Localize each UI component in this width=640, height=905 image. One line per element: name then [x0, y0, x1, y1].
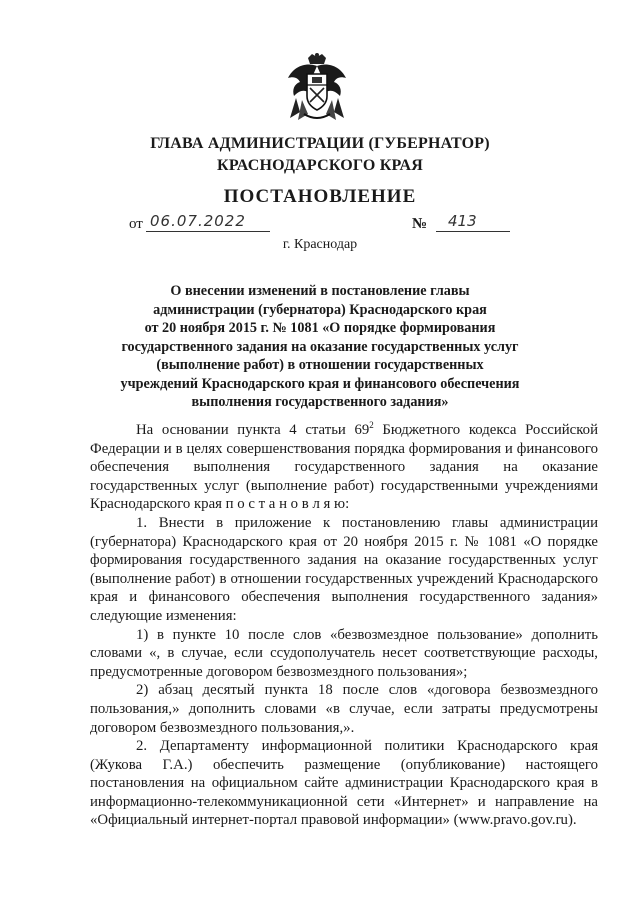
date-label: от — [129, 216, 143, 232]
document-meta-row — [0, 212, 640, 236]
body-paragraph-item-1: 1. Внести в приложение к постановлению главы администрации (губернатора) Краснодарского края от 20 ноября 2015 г. № 1081 «О порядке формирования государственного задания на оказание государственных услуг (выполнение работ) в отношении государственных учреждений Краснодарского края и финансового обеспечения выполнения государственного задания» следующие изменения: — [90, 514, 598, 624]
authority-title-line1: ГЛАВА АДМИНИСТРАЦИИ (ГУБЕРНАТОР) — [150, 135, 490, 152]
number-value: 413 — [448, 212, 477, 230]
body-paragraph-preamble — [90, 421, 598, 514]
number-underline — [436, 231, 510, 232]
authority-title-line2: КРАСНОДАРСКОГО КРАЯ — [217, 157, 423, 174]
title-line: учреждений Краснодарского края и финансового обеспечения — [120, 375, 520, 392]
decree-word: п о с т а н о в л я ю: — [221, 496, 350, 513]
title-line: государственного задания на оказание государственных услуг — [121, 338, 519, 355]
date-underline — [146, 231, 270, 232]
title-line: от 20 ноября 2015 г. № 1081 «О порядке формирования — [144, 320, 496, 336]
body-paragraph-subitem-1: 1) в пункте 10 после слов «безвозмездное пользование» дополнить словами «, в случае, если ссудополучатель несет соответствующие расходы, предусмотренные договором безвозмездного пользования»; — [90, 626, 598, 680]
title-line: выполнения государственного задания» — [191, 394, 449, 410]
document-type-heading: ПОСТАНОВЛЕНИЕ — [223, 186, 417, 207]
city-label: г. Краснодар — [282, 237, 358, 252]
article-superscript: 2 — [369, 420, 374, 431]
document-body — [90, 421, 598, 830]
preamble-text-rest: Бюджетного кодекса Российской Федерации и в целях совершенствования порядка формирования и финансового обеспечения выполнения государственного задания на оказание государственных услуг (выполнение работ) государственными учреждениями Краснодарского края — [90, 422, 598, 513]
date-value: 06.07.2022 — [150, 212, 246, 230]
title-line: (выполнение работ) в отношении государственных — [156, 357, 484, 373]
document-title — [110, 282, 530, 412]
title-line: О внесении изменений в постановление главы — [170, 283, 470, 299]
title-line: администрации (губернатора) Краснодарского края — [153, 301, 487, 318]
preamble-text-start: На основании пункта 4 статьи 69 — [136, 422, 370, 438]
krasnodar-coat-of-arms-icon — [286, 52, 348, 124]
body-paragraph-subitem-2: 2) абзац десятый пункта 18 после слов «договора безвозмездного пользования,» дополнить словами «в случае, если затраты предусмотрены договором безвозмездного пользования,». — [90, 682, 598, 736]
body-paragraph-item-2: 2. Департаменту информационной политики Краснодарского края (Жукова Г.А.) обеспечить размещение (опубликование) настоящего постановления на официальном сайте администрации Краснодарского края в информационно-телекоммуникационной сети «Интернет» и направление на «Официальный интернет-портал правовой информации» (www.pravo.gov.ru). — [90, 738, 598, 829]
number-label: № — [412, 216, 428, 232]
